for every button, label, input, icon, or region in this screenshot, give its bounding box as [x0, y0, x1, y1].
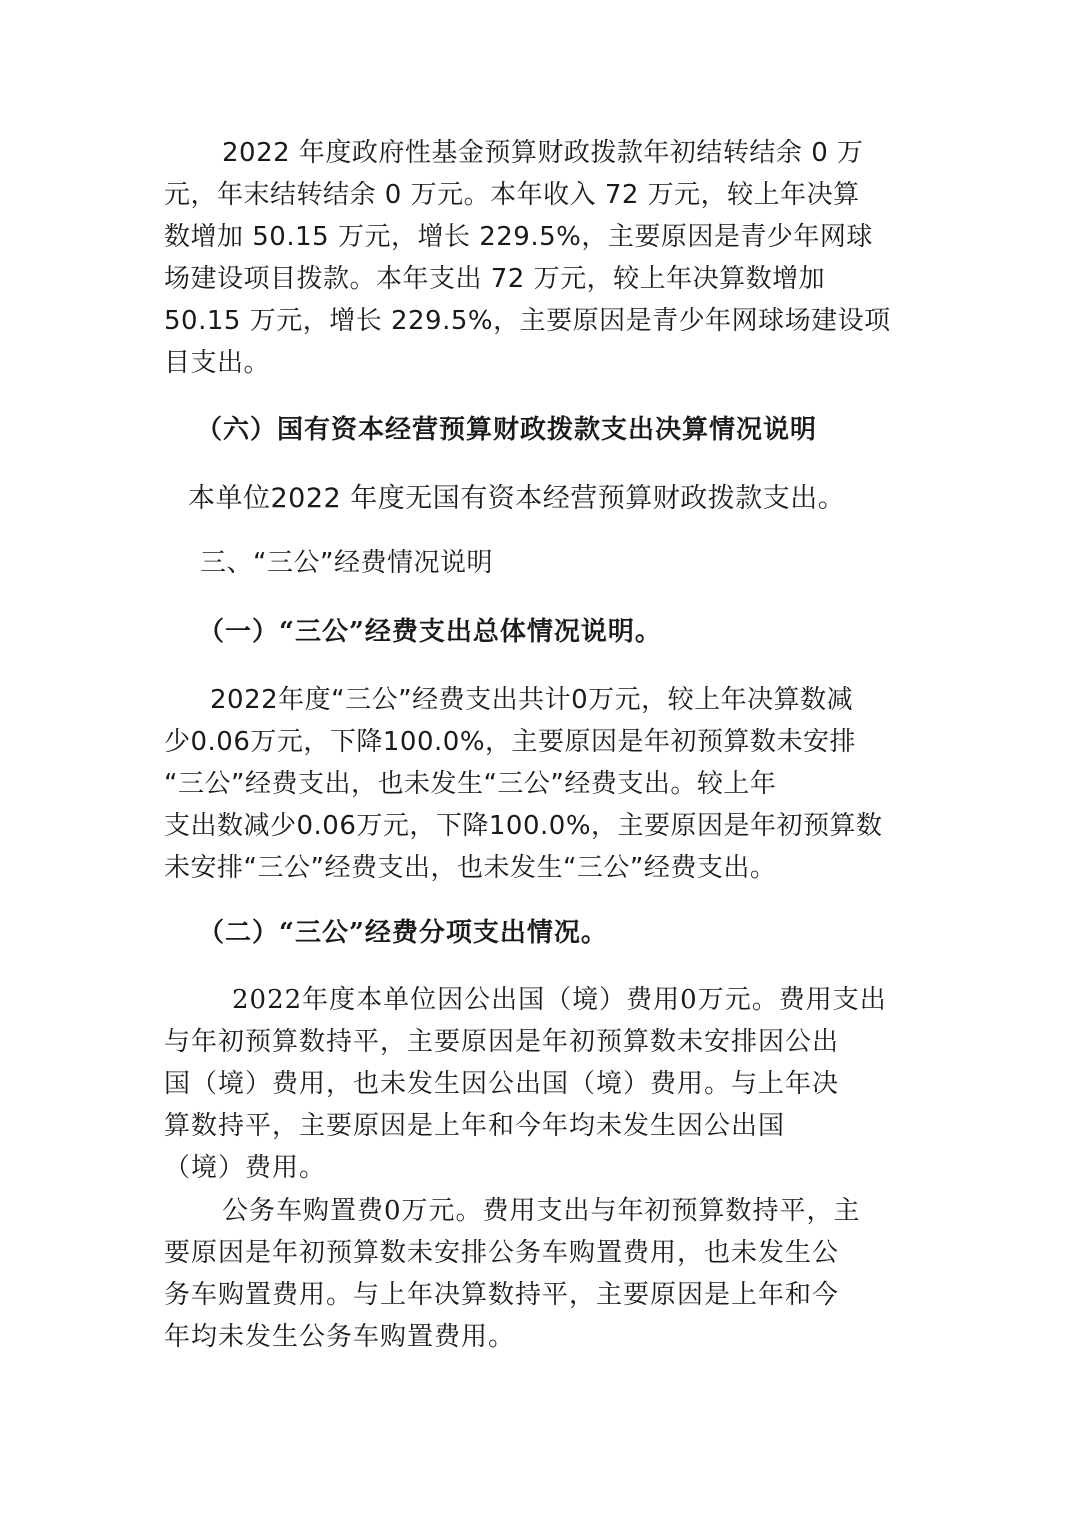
- text-line: 与年初预算数持平，主要原因是年初预算数未安排因公出: [164, 1027, 840, 1057]
- text-line: 务车购置费用。与上年决算数持平，主要原因是上年和今: [164, 1280, 840, 1310]
- text-line: 50.15 万元，增长 229.5%，主要原因是青少年网球场建设项: [164, 306, 891, 336]
- text-line: 场建设项目拨款。本年支出 72 万元，较上年决算数增加: [164, 264, 826, 294]
- section-heading-state-capital: （六）国有资本经营预算财政拨款支出决算情况说明: [196, 415, 818, 445]
- text-line: 2022 年度政府性基金预算财政拨款年初结转结余 0 万: [222, 138, 864, 168]
- text-line: 少0.06万元，下降100.0%，主要原因是年初预算数未安排: [164, 727, 857, 757]
- text-line: 数增加 50.15 万元，增长 229.5%，主要原因是青少年网球: [164, 222, 873, 252]
- text-line: 2022年度“三公”经费支出共计0万元，较上年决算数减: [210, 685, 854, 715]
- text-line: 元，年末结转结余 0 万元。本年收入 72 万元，较上年决算: [164, 180, 860, 210]
- text-line: 支出数减少0.06万元，下降100.0%，主要原因是年初预算数: [164, 811, 883, 841]
- text-line: 国（境）费用，也未发生因公出国（境）费用。与上年决: [164, 1069, 840, 1099]
- text-line: 未安排“三公”经费支出，也未发生“三公”经费支出。: [164, 853, 777, 883]
- text-line: （境）费用。: [164, 1153, 327, 1183]
- text-line: 2022年度本单位因公出国（境）费用0万元。费用支出: [232, 985, 887, 1015]
- text-line: 要原因是年初预算数未安排公务车购置费用，也未发生公: [164, 1238, 840, 1268]
- section-heading-three-public: 三、“三公”经费情况说明: [200, 548, 493, 578]
- subsection-heading-itemized: （二）“三公”经费分项支出情况。: [198, 918, 608, 948]
- subsection-heading-overall: （一）“三公”经费支出总体情况说明。: [198, 617, 662, 647]
- text-line: 目支出。: [164, 348, 271, 378]
- state-capital-statement: 本单位2022 年度无国有资本经营预算财政拨款支出。: [188, 483, 846, 514]
- text-line: “三公”经费支出，也未发生“三公”经费支出。较上年: [164, 769, 777, 799]
- text-line: 算数持平，主要原因是上年和今年均未发生因公出国: [164, 1111, 786, 1141]
- text-line: 公务车购置费0万元。费用支出与年初预算数持平，主: [222, 1196, 861, 1226]
- text-line: 年均未发生公务车购置费用。: [164, 1322, 516, 1352]
